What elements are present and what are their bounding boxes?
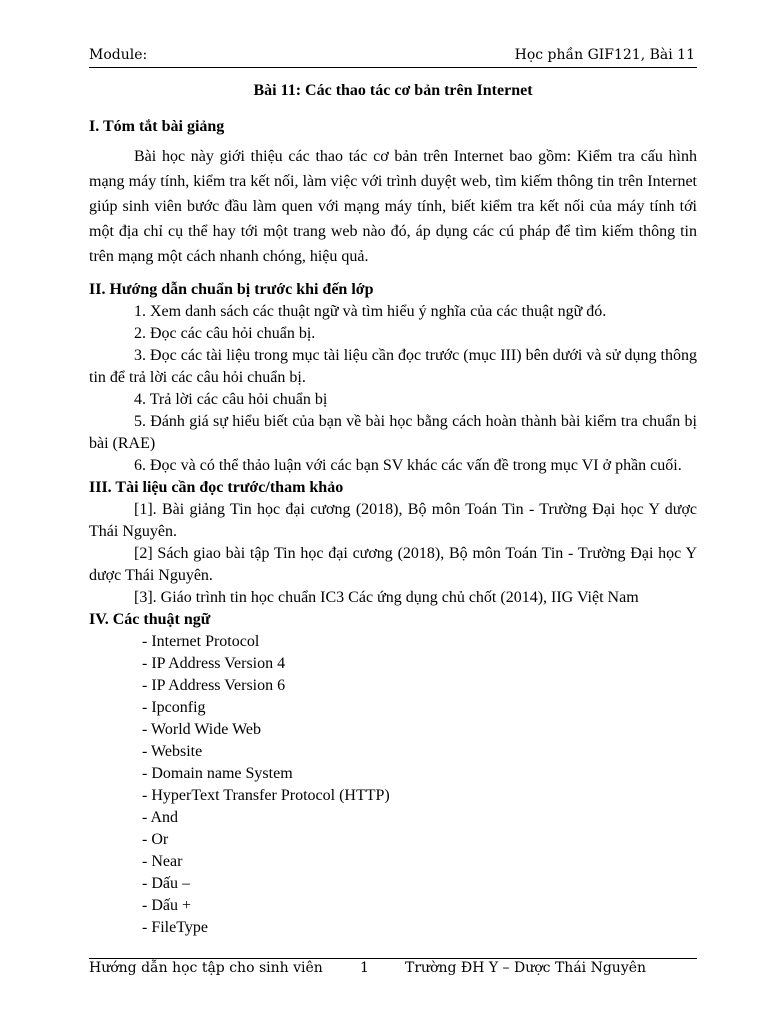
document-title: Bài 11: Các thao tác cơ bản trên Internet [253,82,533,99]
term-item: - World Wide Web [142,721,261,738]
term-item: - HyperText Transfer Protocol (HTTP) [142,787,390,804]
document-body [89,80,697,939]
prep-item: 2. Đọc các câu hỏi chuẩn bị. [134,325,316,342]
footer-school-label: Trường ĐH Y – Dược Thái Nguyên [405,960,647,976]
term-item: - Internet Protocol [142,633,260,650]
term-item: - Dấu – [142,875,190,892]
header-course-label: Học phần GIF121, Bài 11 [514,47,695,63]
term-item: - Dấu + [142,897,192,914]
prep-item: 1. Xem danh sách các thuật ngữ và tìm hiểu ý nghĩa của các thuật ngữ đó. [134,303,607,320]
term-item: - Domain name System [142,765,293,782]
prep-item: 4. Trả lời các câu hỏi chuẩn bị [134,391,328,408]
section-1-heading: I. Tóm tắt bài giảng [89,118,225,135]
section-4-heading: IV. Các thuật ngữ [89,611,211,628]
term-item: - IP Address Version 4 [142,655,286,672]
page-header [89,47,697,68]
prep-item: 6. Đọc và có thể thảo luận với các bạn SV khác các vấn đề trong mục VI ở phần cuối. [134,457,682,474]
section-2-heading: II. Hướng dẫn chuẩn bị trước khi đến lớp [89,281,374,298]
term-item: - IP Address Version 6 [142,677,286,694]
prep-item: 5. Đánh giá sự hiểu biết của bạn về bài học bằng cách hoàn thành bài kiểm tra chuẩn bị bài (RAE) [89,413,697,452]
term-item: - And [142,809,178,826]
page-footer [89,958,697,981]
section-1-paragraph: Bài học này giới thiệu các thao tác cơ bản trên Internet bao gồm: Kiểm tra cấu hình mạng máy tính, kiểm tra kết nối, làm việc với trình duyệt web, tìm kiếm thông tin trên Internet giúp sinh viên bước đầu làm quen với mạng máy tính, biết kiểm tra kết nối của máy tính tới một địa chỉ cụ thể hay tới một trang web nào đó, áp dụng các cú pháp để tìm kiếm thông tin trên mạng một cách nhanh chóng, hiệu quả. [89,148,697,265]
section-3-heading: III. Tài liệu cần đọc trước/tham khảo [89,479,344,496]
term-item: - FileType [142,919,208,936]
header-module-label: Module: [89,47,148,63]
footer-guide-label: Hướng dẫn học tập cho sinh viên [89,960,323,976]
footer-page-number: 1 [360,960,369,976]
term-item: - Or [142,831,169,848]
reference-item: [3]. Giáo trình tin học chuẩn IC3 Các ứng dụng chủ chốt (2014), IIG Việt Nam [134,589,639,606]
reference-item: [1]. Bài giảng Tin học đại cương (2018), Bộ môn Toán Tin - Trường Đại học Y dược Thái Nguyên. [89,501,697,540]
reference-item: [2] Sách giao bài tập Tin học đại cương (2018), Bộ môn Toán Tin - Trường Đại học Y dược Thái Nguyên. [89,545,697,584]
term-item: - Near [142,853,183,870]
prep-item: 3. Đọc các tài liệu trong mục tài liệu cần đọc trước (mục III) bên dưới và sử dụng thông tin để trả lời các câu hỏi chuẩn bị. [89,347,697,386]
term-item: - Website [142,743,203,760]
term-item: - Ipconfig [142,699,206,716]
